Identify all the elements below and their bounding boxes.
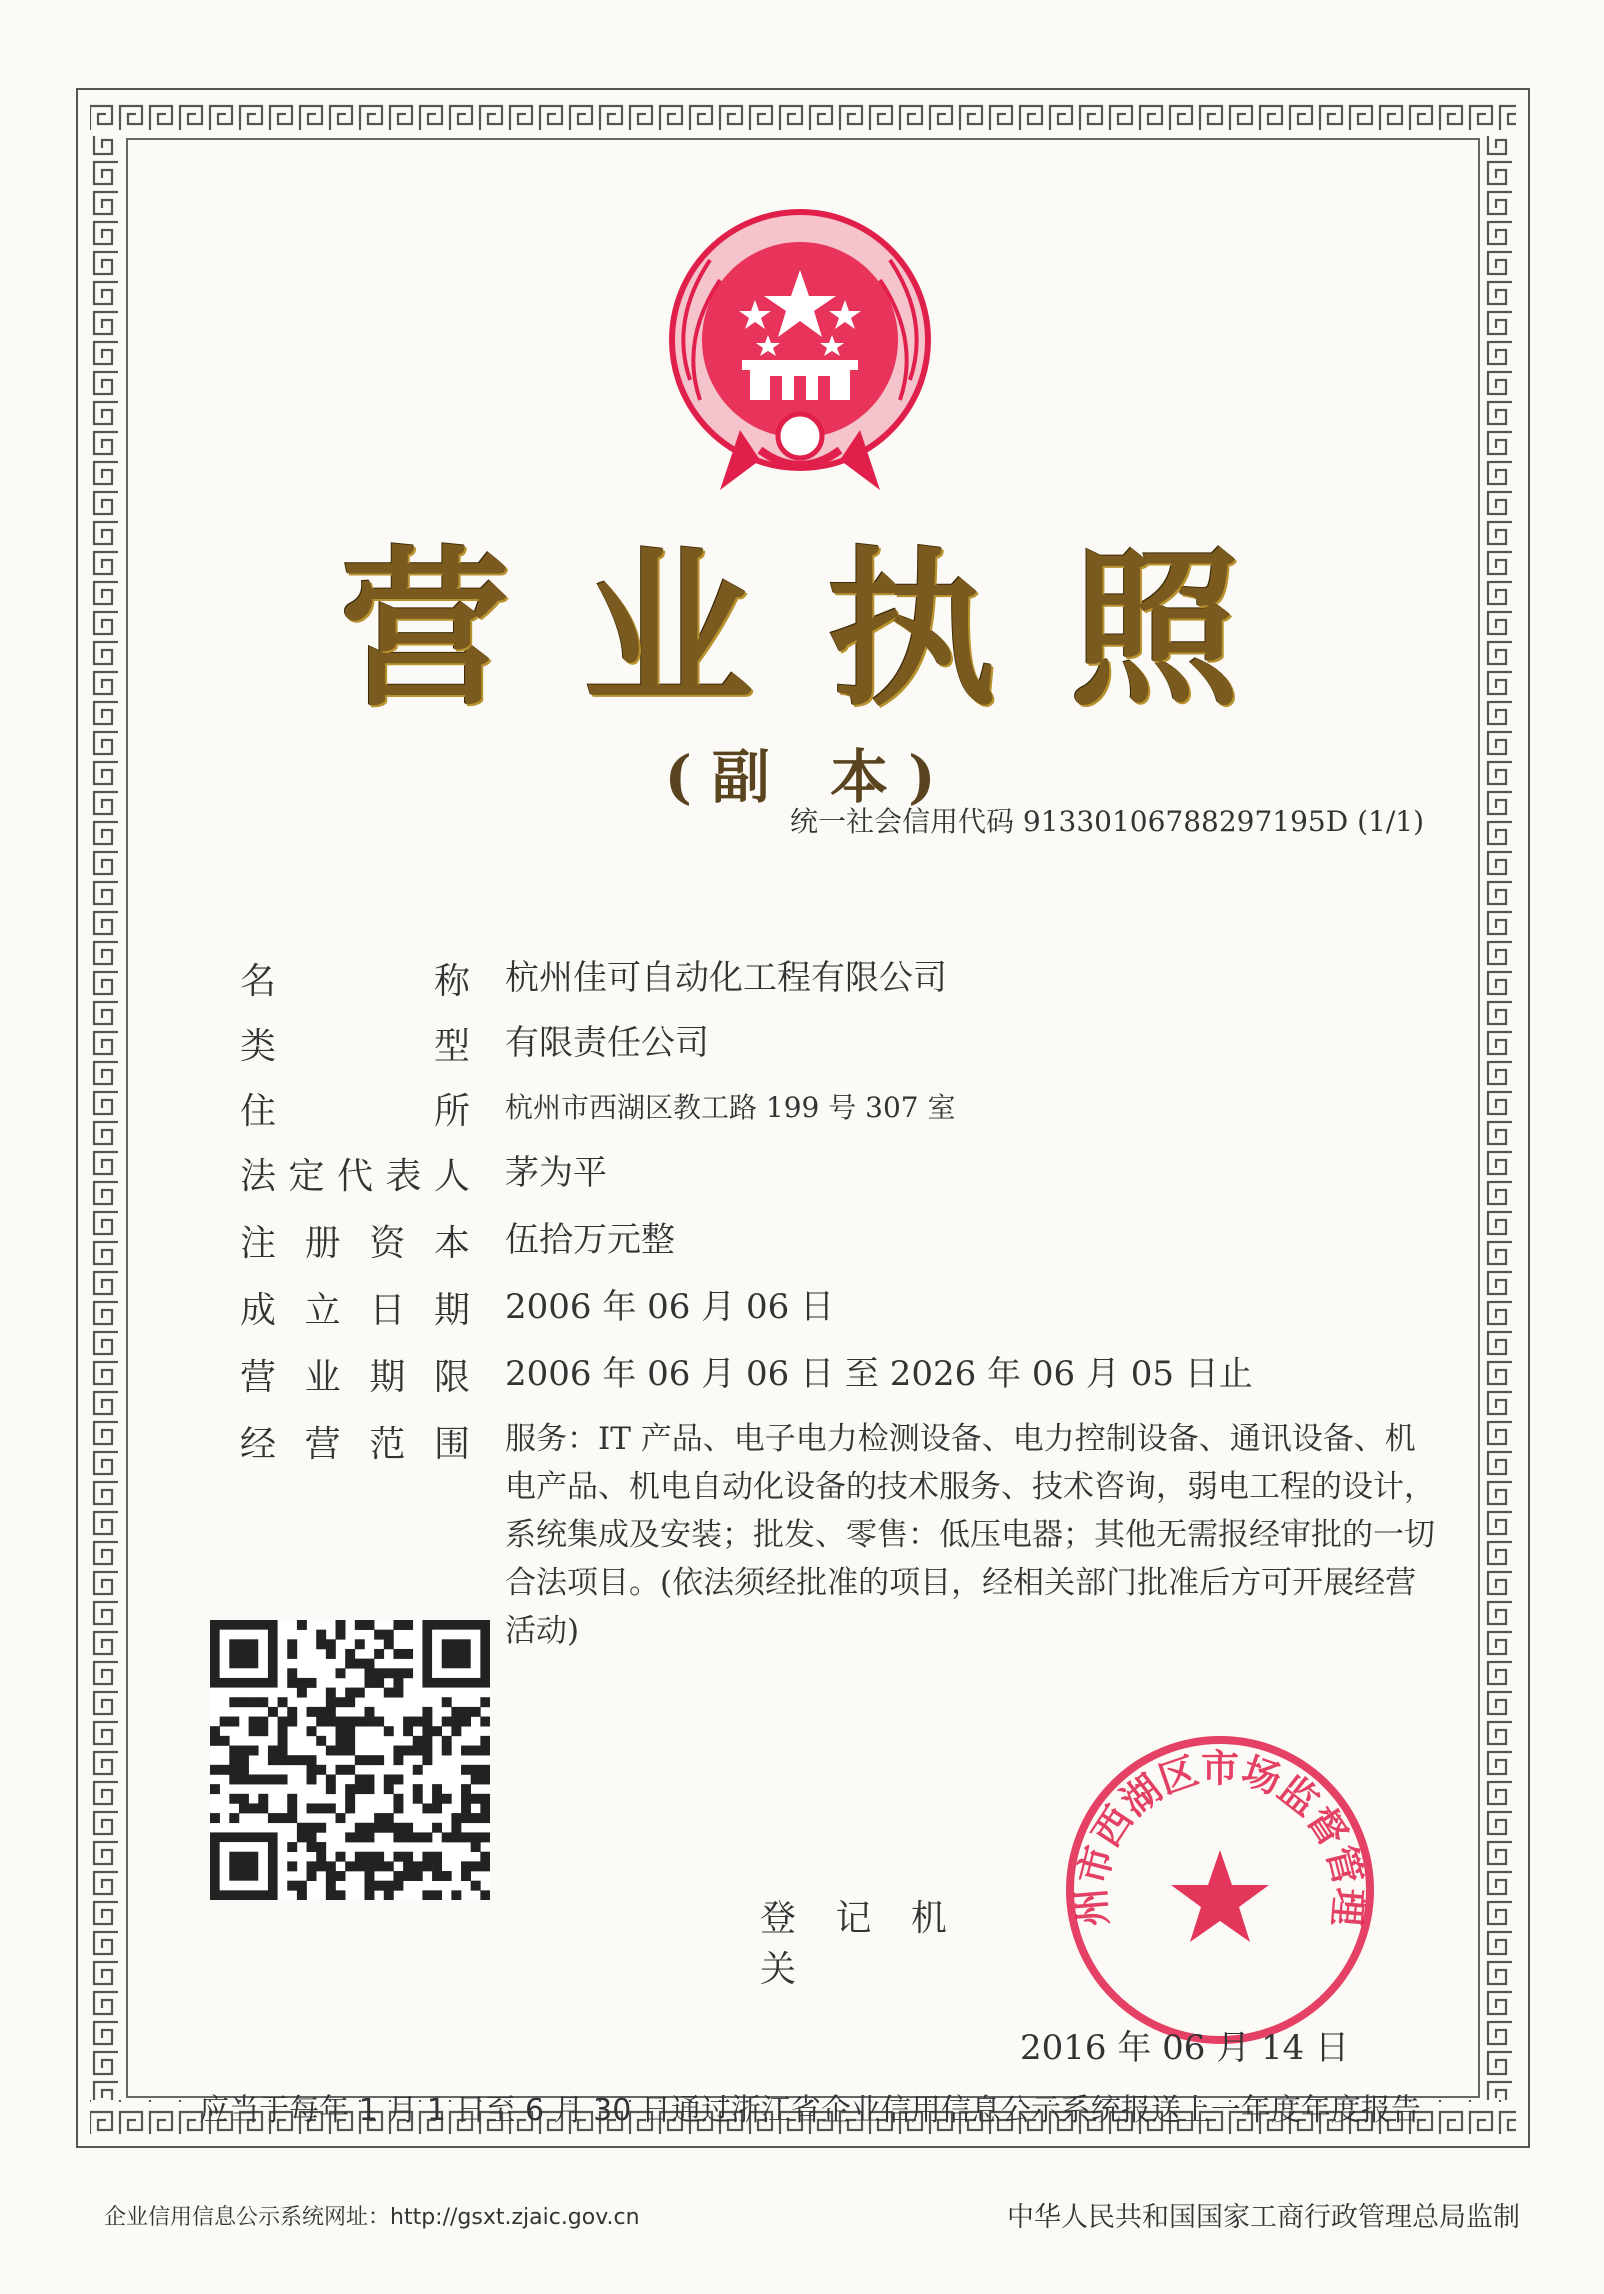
field-label: 类 型 [240,1025,470,1067]
field-label: 成 立 日 期 [240,1289,470,1331]
field-row-established [240,1279,1480,1335]
registered-capital: 伍拾万元整 [505,1220,675,1260]
annual-report-notice: 应当于每年 1 月 1 日至 6 月 30 日通过浙江省企业信用信息公示系统报送上一年度年度报告 [199,2093,1421,2128]
field-row-legal-rep [240,1145,1480,1201]
field-row-term [240,1346,1480,1402]
registration-authority-label: 登 记 机 关 [760,1898,961,1990]
title-char: 照 [1069,529,1240,730]
footer-website: 企业信用信息公示系统网址：http://gsxt.zjaic.gov.cn [104,2205,640,2230]
official-seal-icon [1060,1730,1380,2050]
company-name: 杭州佳可自动化工程有限公司 [505,958,947,998]
footer-supervisor: 中华人民共和国国家工商行政管理总局监制 [1007,2202,1520,2233]
business-scope: 服务：IT 产品、电子电力检测设备、电力控制设备、通讯设备、机电产品、机电自动化设备的技术服务、技术咨询，弱电工程的设计，系统集成及安装；批发、零售：低压电器；其他无需报经审批的一切合法项目。(依法须经批准的项目，经相关部门批准后方可开展经营活动) [505,1421,1435,1649]
establishment-date: 2006 年 06 月 06 日 [505,1287,835,1327]
field-label: 住 所 [240,1090,470,1132]
field-row-name [240,950,1480,1006]
license-title [340,520,1240,730]
legal-representative: 茅为平 [505,1153,607,1193]
field-label: 注 册 资 本 [240,1222,470,1264]
field-row-capital [240,1212,1480,1268]
business-term: 2006 年 06 月 06 日 至 2026 年 06 月 05 日止 [505,1354,1253,1394]
company-type: 有限责任公司 [505,1023,709,1063]
qr-code-icon [210,1620,490,1900]
title-char: 营 [340,529,511,730]
credit-code: 统一社会信用代码 91330106788297195D (1/1) [790,805,1425,838]
copy-subtitle: (副 本) [664,743,956,811]
national-emblem-icon [650,200,950,500]
field-row-address [240,1080,1480,1136]
registration-date: 2016 年 06 月 14 日 [1020,2028,1350,2068]
company-address: 杭州市西湖区教工路 199 号 307 室 [505,1091,956,1124]
title-char: 业 [583,529,754,730]
field-label: 营 业 期 限 [240,1356,470,1398]
field-label: 法 定 代 表 人 [240,1155,470,1197]
field-label: 经 营 范 围 [240,1423,470,1465]
svg-text:杭州市西湖区市场监督管理局: 州市西湖区市场监督管理 [1068,1746,1372,1928]
field-label: 名 称 [240,960,470,1002]
title-char: 执 [826,529,997,730]
field-row-type [240,1015,1480,1071]
